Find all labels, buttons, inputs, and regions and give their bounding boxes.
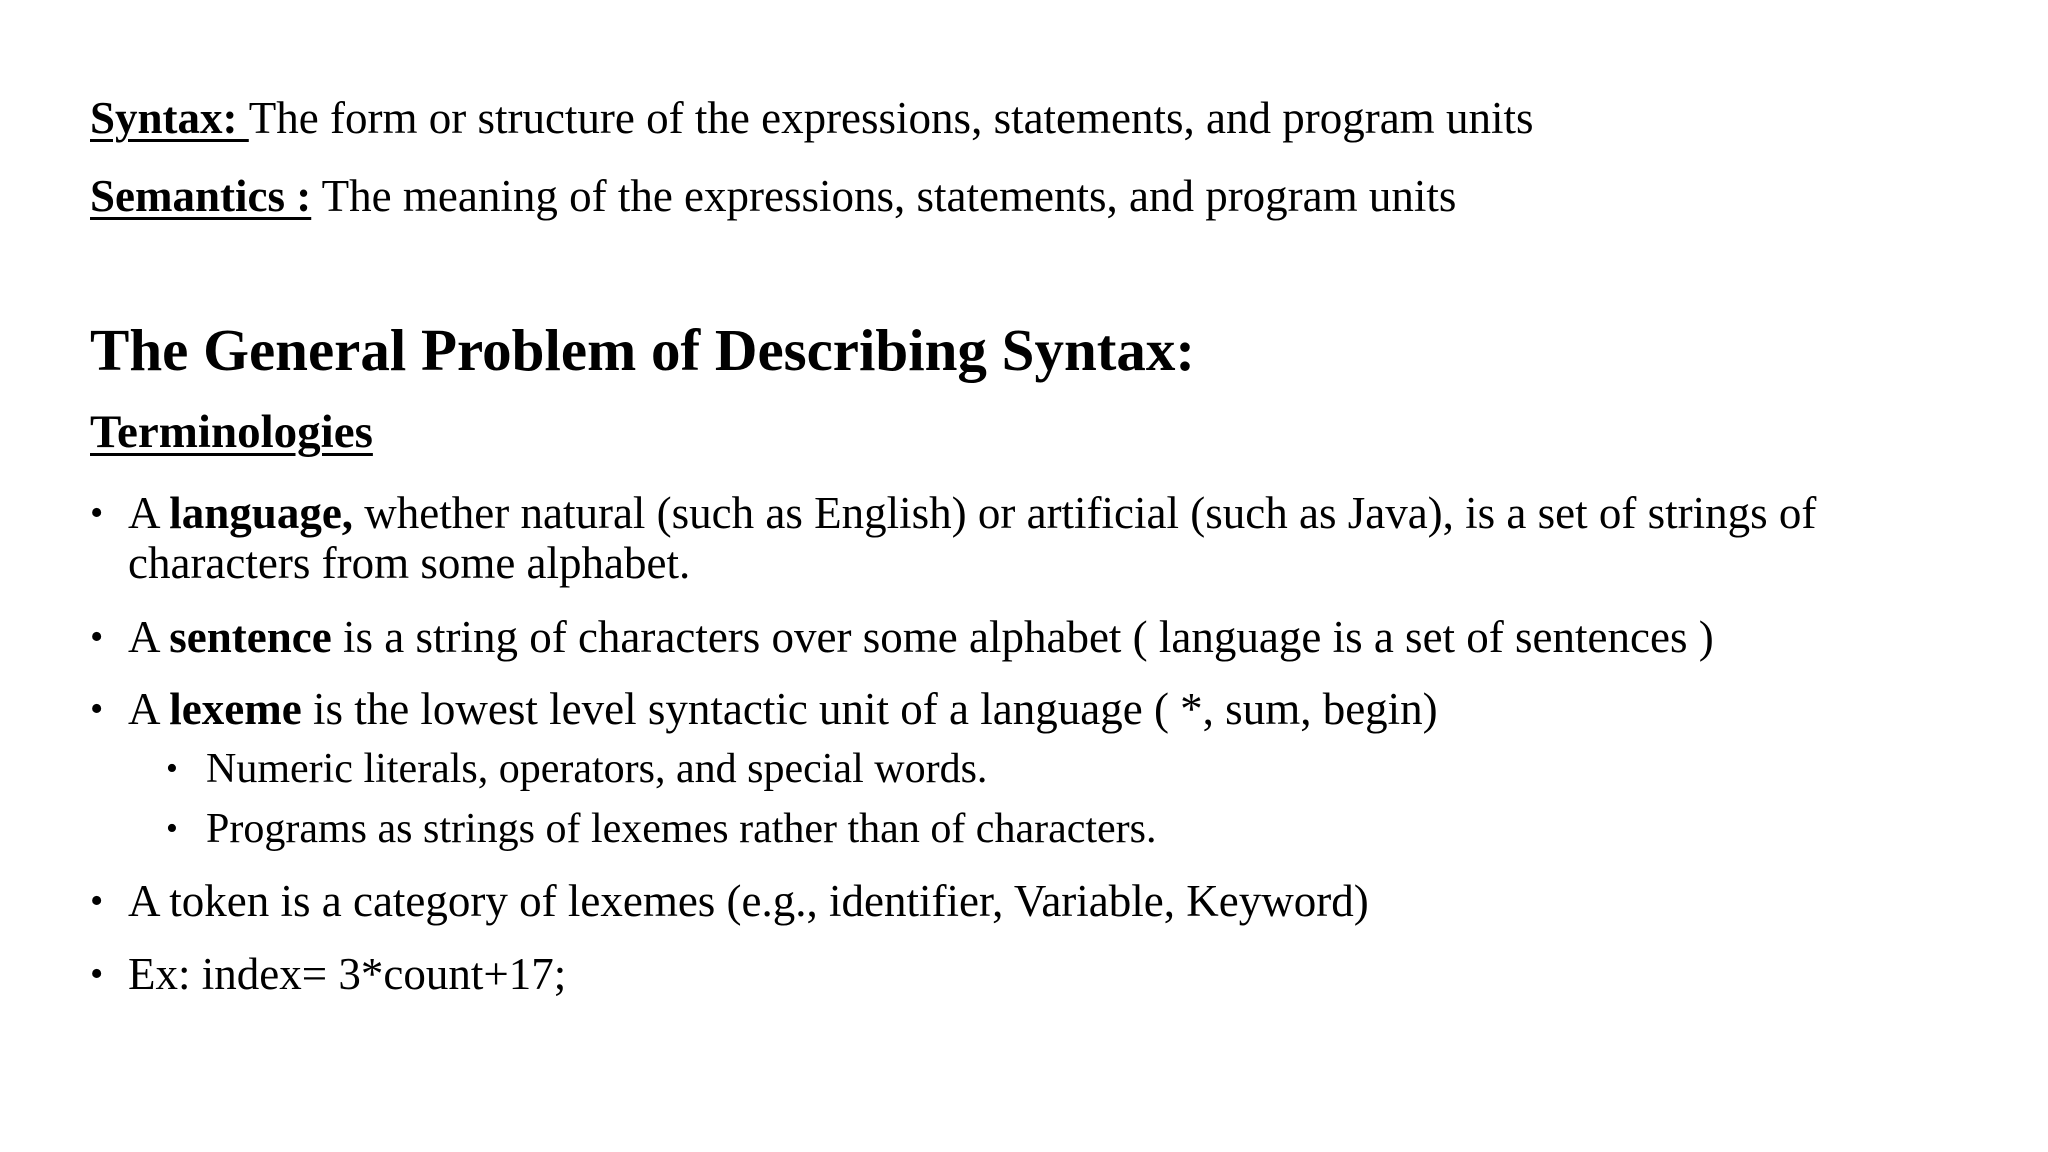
bullet-language-text bbox=[128, 489, 1970, 588]
bullet-lexeme-term: lexeme bbox=[169, 684, 302, 734]
bullet-example bbox=[90, 950, 1970, 1000]
section-heading: The General Problem of Describing Syntax: bbox=[90, 317, 1196, 383]
bullet-dot: • bbox=[90, 880, 104, 922]
bullet-dot: • bbox=[90, 492, 104, 534]
syntax-text: The form or structure of the expressions, statements, and program units bbox=[248, 93, 1534, 143]
bullet-language-rest: whether natural (such as English) or artificial (such as Java), is a set of strings of characters from some alphabet. bbox=[128, 488, 1817, 588]
sub-bullet-dot: • bbox=[166, 750, 178, 787]
bullet-lexeme bbox=[90, 685, 1970, 735]
semantics-definition bbox=[90, 172, 1456, 222]
bullet-language bbox=[90, 489, 1970, 588]
bullet-sentence bbox=[90, 613, 1970, 663]
sub-bullet-text: Numeric literals, operators, and special words. bbox=[206, 746, 988, 792]
bullet-lexeme-prefix: A bbox=[128, 684, 170, 734]
bullet-sentence-prefix: A bbox=[128, 612, 170, 662]
bullet-example-text: Ex: index= 3*count+17; bbox=[128, 949, 567, 999]
bullet-lexeme-rest: is the lowest level syntactic unit of a language ( *, sum, begin) bbox=[301, 684, 1438, 734]
bullet-sentence-term: sentence bbox=[169, 612, 332, 662]
semantics-term: Semantics : bbox=[90, 171, 312, 221]
section-subheading: Terminologies bbox=[90, 406, 373, 458]
bullet-language-prefix: A bbox=[128, 488, 170, 538]
sub-bullet-numeric-literals bbox=[166, 746, 1966, 792]
semantics-text: The meaning of the expressions, statements, and program units bbox=[311, 171, 1457, 221]
bullet-language-term: language, bbox=[169, 488, 354, 538]
bullet-lexeme-text bbox=[128, 685, 1970, 735]
syntax-term: Syntax: bbox=[90, 93, 249, 143]
bullet-dot: • bbox=[90, 953, 104, 995]
sub-bullet-programs bbox=[166, 806, 1966, 852]
bullet-dot: • bbox=[90, 688, 104, 730]
bullet-sentence-rest: is a string of characters over some alphabet ( language is a set of sentences ) bbox=[331, 612, 1714, 662]
sub-bullet-text: Programs as strings of lexemes rather than of characters. bbox=[206, 806, 1157, 852]
bullet-token-text: A token is a category of lexemes (e.g., identifier, Variable, Keyword) bbox=[128, 876, 1369, 926]
bullet-sentence-text bbox=[128, 613, 1970, 663]
syntax-definition bbox=[90, 94, 1533, 144]
bullet-dot: • bbox=[90, 616, 104, 658]
sub-bullet-dot: • bbox=[166, 810, 178, 847]
bullet-token bbox=[90, 877, 1970, 927]
